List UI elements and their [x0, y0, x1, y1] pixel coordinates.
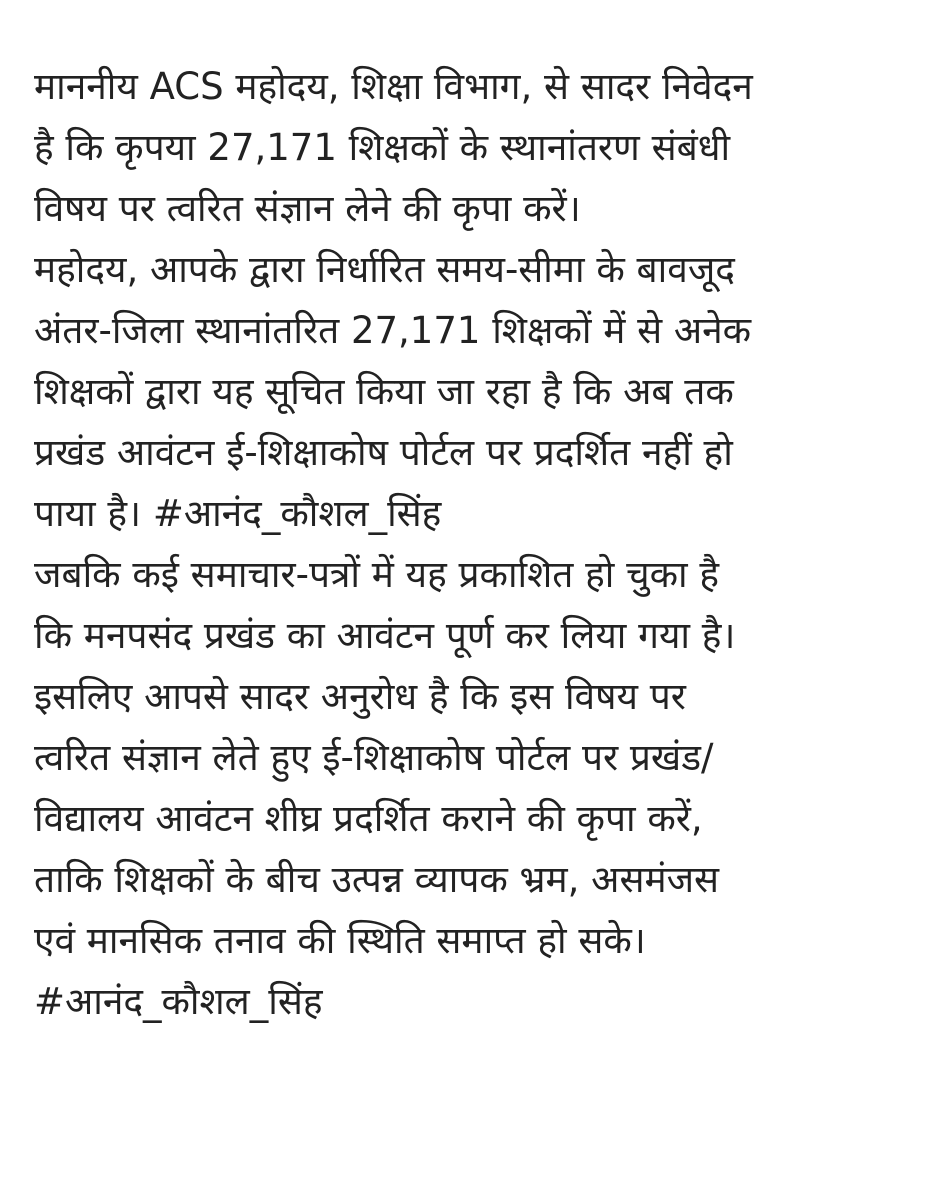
text-line: है कि कृपया 27,171 शिक्षकों के स्थानांतरण संबंधी [34, 126, 731, 169]
text-line: पाया है। #आनंद_कौशल_सिंह [34, 492, 442, 535]
text-line: ताकि शिक्षकों के बीच उत्पन्न व्यापक भ्रम, असमंजस [34, 858, 720, 901]
text-line: कि मनपसंद प्रखंड का आवंटन पूर्ण कर लिया गया है। [34, 614, 736, 657]
text-line: त्वरित संज्ञान लेते हुए ई-शिक्षाकोष पोर्टल पर प्रखंड/ [34, 736, 714, 779]
text-line: इसलिए आपसे सादर अनुरोध है कि इस विषय पर [34, 675, 686, 718]
text-line: विद्यालय आवंटन शीघ्र प्रदर्शित कराने की कृपा करें, [34, 797, 703, 840]
text-line: अंतर-जिला स्थानांतरित 27,171 शिक्षकों में से अनेक [34, 309, 752, 352]
text-line: महोदय, आपके द्वारा निर्धारित समय-सीमा के बावजूद [34, 248, 735, 291]
text-line: जबकि कई समाचार-पत्रों में यह प्रकाशित हो चुका है [34, 553, 720, 596]
text-line: माननीय ACS महोदय, शिक्षा विभाग, से सादर निवेदन [34, 65, 753, 108]
hashtag-line: #आनंद_कौशल_सिंह [34, 980, 323, 1023]
text-line: विषय पर त्वरित संज्ञान लेने की कृपा करें। [34, 187, 581, 230]
text-line: शिक्षकों द्वारा यह सूचित किया जा रहा है कि अब तक [34, 370, 734, 413]
text-line: प्रखंड आवंटन ई-शिक्षाकोष पोर्टल पर प्रदर्शित नहीं हो [34, 431, 733, 474]
text-line: एवं मानसिक तनाव की स्थिति समाप्त हो सके। [34, 919, 646, 962]
